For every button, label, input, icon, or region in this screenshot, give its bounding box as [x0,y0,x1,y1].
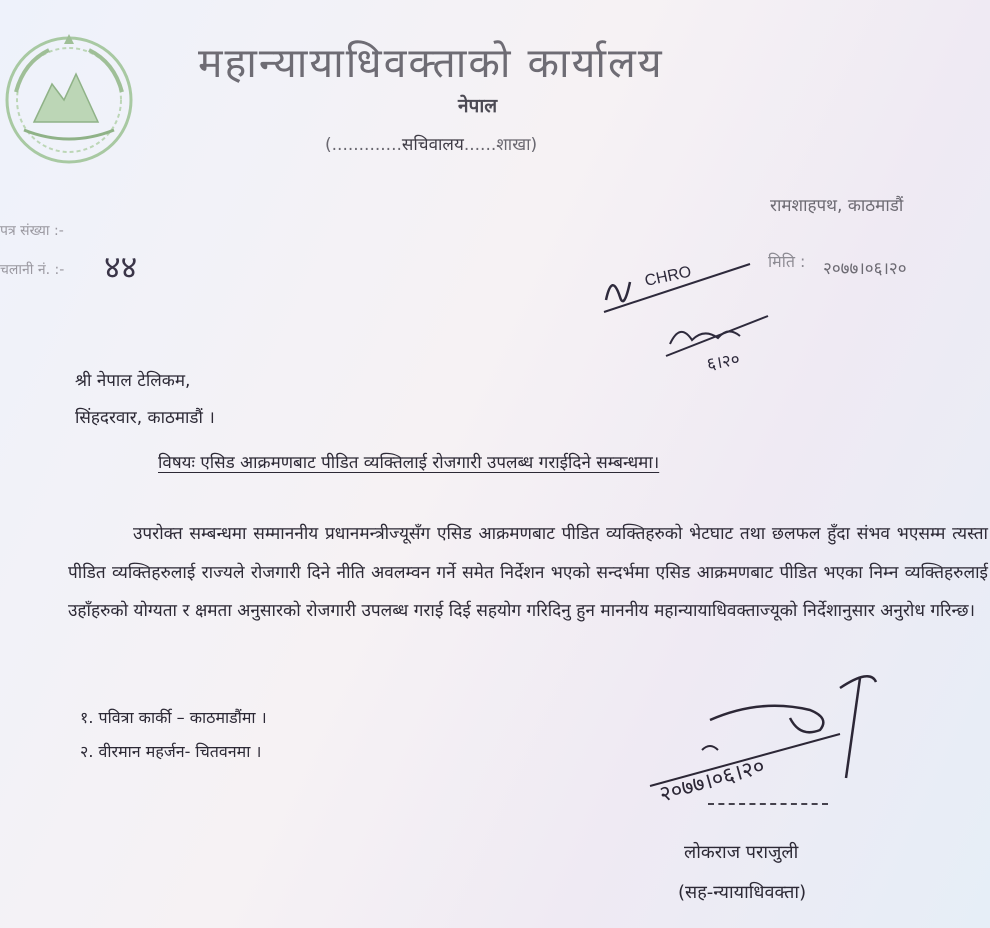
branch-close: ......शाखा) [463,135,538,155]
nepal-emblem-icon [0,22,144,172]
chalani-number-label: चलानी नं. :- [0,262,65,278]
stamp-note: ६।२० [705,349,742,375]
chalani-number: ४४ [104,248,138,286]
branch-name: सचिवालय [401,135,464,155]
addressee-line-1: श्री नेपाल टेलिकम, [75,371,191,391]
receipt-stamp [600,252,790,382]
addressee-line-2: सिंहदरवार, काठमाडौं । [75,408,215,428]
country-name: नेपाल [458,95,498,117]
body-paragraph: उपरोक्त सम्बन्धमा सम्माननीय प्रधानमन्त्रीज्यूसँग एसिड आक्रमणबाट पीडित व्यक्तिहरुको भेटघाट तथा छलफल हुँदा संभव भएसम्म त्यस्ता पीडित व्यक्तिहरुलाई राज्यले रोजगारी दिने नीति अवलम्वन गर्ने समेत निर्देशन भएको सन्दर्भमा एसिड आक्रमणबाट पीडित भएका निम्न व्यक्तिहरुलाई उहाँहरुको योग्यता र क्षमता अनुसारको रोजगारी उपलब्ध गराई दिई सहयोग गरिदिनु हुन माननीय महान्यायाधिवक्ताज्यूको निर्देशानुसार अनुरोध गरिन्छ। [68,524,988,621]
signature-line [708,803,828,805]
office-address: रामशाहपथ, काठमाडौं [770,196,904,216]
office-title: महान्यायाधिवक्ताको कार्यालय [198,39,664,87]
branch-open: (............. [325,135,402,155]
signer-name: लोकराज पराजुली [684,842,799,863]
signer-designation: (सह-न्यायाधिवक्ता) [678,882,807,903]
date-value: २०७७।०६।२० [823,259,907,279]
branch-line [325,132,537,155]
subject-line: विषयः एसिड आक्रमणबाट पीडित व्यक्तिलाई रोजगारी उपलब्ध गराईदिने सम्बन्धमा। [158,453,660,473]
signature-date: २०७७।०६।२० [656,753,768,808]
stamp-code: CHRO [643,263,693,290]
list-item: १. पवित्रा कार्की – काठमाडौंमा । [80,708,267,727]
signature-scribble [640,668,915,818]
date-label: मिति : [768,252,806,271]
patra-number-label: पत्र संख्या :- [0,223,64,239]
list-item: २. वीरमान महर्जन- चितवनमा । [80,742,262,761]
